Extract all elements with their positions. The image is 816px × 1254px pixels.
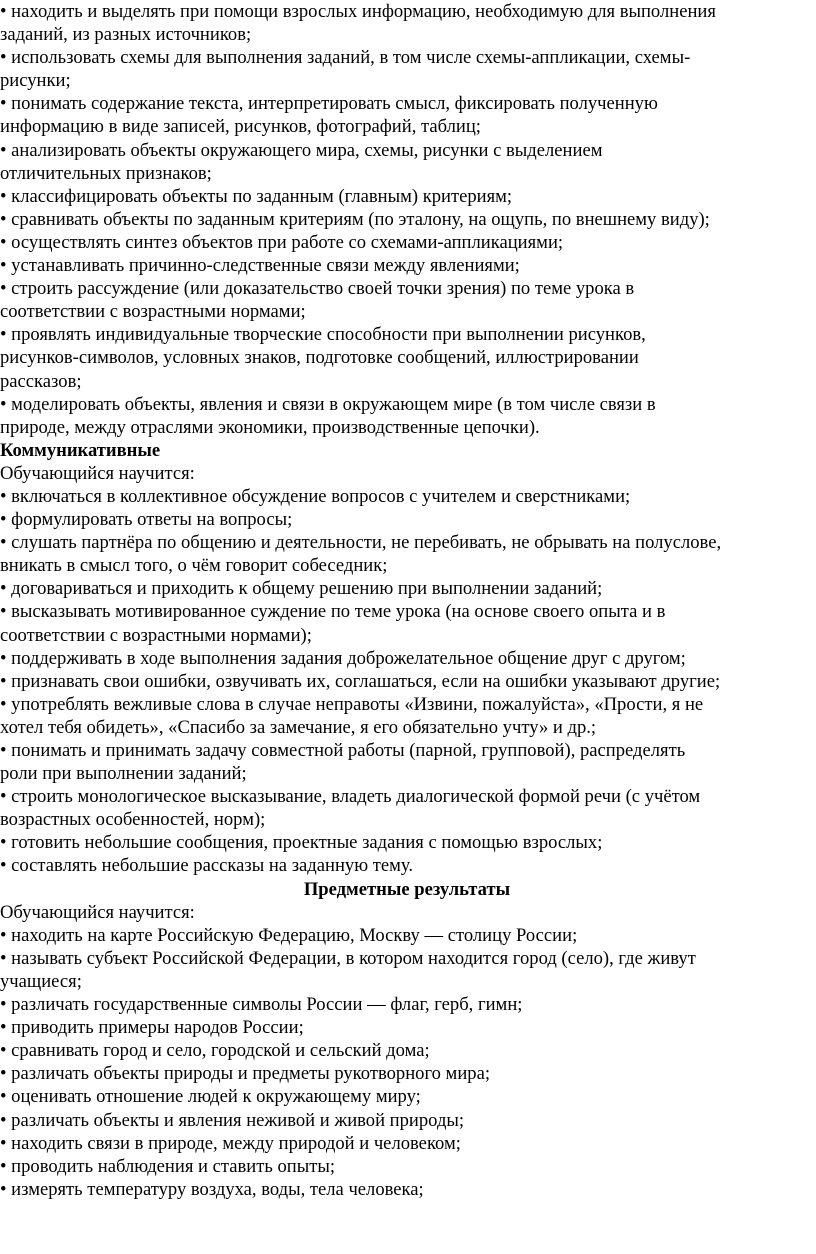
list-item bbox=[0, 924, 814, 947]
subject-results-list bbox=[0, 924, 814, 1201]
list-item bbox=[0, 208, 814, 231]
list-item bbox=[0, 577, 814, 600]
list-item-line: • формулировать ответы на вопросы; bbox=[0, 509, 293, 531]
list-item-line: • оценивать отношение людей к окружающему миру; bbox=[0, 1086, 421, 1108]
list-item bbox=[0, 1132, 814, 1155]
list-item bbox=[0, 1155, 814, 1178]
list-item-line: • готовить небольшие сообщения, проектные задания с помощью взрослых; bbox=[0, 832, 603, 854]
list-item-line: соответствии с возрастными нормами); bbox=[0, 624, 312, 646]
list-item-line: • находить связи в природе, между природой и человеком; bbox=[0, 1132, 461, 1154]
list-item bbox=[0, 1062, 814, 1085]
subject-results-heading: Предметные результаты bbox=[303, 878, 511, 900]
list-item-line: • использовать схемы для выполнения заданий, в том числе схемы-аппликации, схемы- bbox=[0, 47, 691, 69]
list-item-line: • различать объекты природы и предметы рукотворного мира; bbox=[0, 1063, 490, 1085]
list-item-line: • анализировать объекты окружающего мира, схемы, рисунки с выделением bbox=[0, 139, 603, 161]
cognitive-skills-list bbox=[0, 0, 814, 439]
communicative-skills-list bbox=[0, 485, 814, 878]
list-item bbox=[0, 1039, 814, 1062]
list-item-line: рисунков-символов, условных знаков, подготовке сообщений, иллюстрировании bbox=[0, 347, 639, 369]
list-item-line: • употреблять вежливые слова в случае неправоты «Извини, пожалуйста», «Прости, я не bbox=[0, 693, 704, 715]
list-item-line: природе, между отраслями экономики, производственные цепочки). bbox=[0, 416, 540, 438]
list-item-line: • проводить наблюдения и ставить опыты; bbox=[0, 1155, 335, 1177]
list-item-line: • понимать и принимать задачу совместной работы (парной, групповой), распределять bbox=[0, 740, 686, 761]
list-item-line: отличительных признаков; bbox=[0, 162, 212, 184]
list-item-line: рисунки; bbox=[0, 70, 71, 92]
list-item bbox=[0, 693, 814, 739]
list-item bbox=[0, 92, 814, 138]
list-item bbox=[0, 185, 814, 208]
list-item bbox=[0, 947, 814, 993]
list-item-line: • сравнивать город и село, городской и сельский дома; bbox=[0, 1040, 430, 1062]
list-item-line: роли при выполнении заданий; bbox=[0, 763, 247, 785]
list-item bbox=[0, 647, 814, 670]
list-item-line: информацию в виде записей, рисунков, фотографий, таблиц; bbox=[0, 116, 481, 138]
list-item-line: • признавать свои ошибки, озвучивать их, соглашаться, если на ошибки указывают другие; bbox=[0, 670, 721, 692]
list-item-line: • проявлять индивидуальные творческие способности при выполнении рисунков, bbox=[0, 324, 646, 346]
list-item-line: • приводить примеры народов России; bbox=[0, 1017, 304, 1039]
list-item bbox=[0, 531, 814, 577]
list-item-line: • называть субъект Российской Федерации, в котором находится город (село), где живут bbox=[0, 947, 696, 969]
list-item bbox=[0, 508, 814, 531]
list-item-line: соответствии с возрастными нормами; bbox=[0, 301, 306, 323]
list-item-line: • договариваться и приходить к общему решению при выполнении заданий; bbox=[0, 578, 603, 600]
list-item-line: • находить и выделять при помощи взрослых информацию, необходимую для выполнения bbox=[0, 1, 716, 22]
list-item bbox=[0, 393, 814, 439]
list-item-line: • включаться в коллективное обсуждение вопросов с учителем и сверстниками; bbox=[0, 485, 631, 507]
list-item-line: вникать в смысл того, о чём говорит собеседник; bbox=[0, 555, 388, 577]
list-item-line: • находить на карте Российскую Федерацию, Москву — столицу России; bbox=[0, 924, 578, 946]
list-item-line: заданий, из разных источников; bbox=[0, 24, 252, 46]
list-item-line: • слушать партнёра по общению и деятельности, не перебивать, не обрывать на полуслове, bbox=[0, 532, 722, 554]
list-item-line: возрастных особенностей, норм); bbox=[0, 809, 266, 831]
list-item-line: • понимать содержание текста, интерпретировать смысл, фиксировать полученную bbox=[0, 93, 658, 115]
list-item-line: • сравнивать объекты по заданным критериям (по эталону, на ощупь, по внешнему виду); bbox=[0, 208, 710, 230]
list-item bbox=[0, 1085, 814, 1108]
list-item bbox=[0, 46, 814, 92]
list-item bbox=[0, 1178, 814, 1201]
list-item-line: • строить рассуждение (или доказательство своей точки зрения) по теме урока в bbox=[0, 278, 635, 300]
communicative-heading: Коммуникативные bbox=[0, 439, 161, 461]
list-item-line: • измерять температуру воздуха, воды, тела человека; bbox=[0, 1178, 424, 1200]
list-item bbox=[0, 670, 814, 693]
list-item bbox=[0, 485, 814, 508]
list-item-line: • устанавливать причинно-следственные связи между явлениями; bbox=[0, 255, 520, 277]
list-item-line: рассказов; bbox=[0, 370, 82, 392]
list-item bbox=[0, 831, 814, 854]
list-item-line: • различать государственные символы России — флаг, герб, гимн; bbox=[0, 994, 523, 1016]
list-item bbox=[0, 1016, 814, 1039]
list-item-line: • поддерживать в ходе выполнения задания доброжелательное общение друг с другом; bbox=[0, 647, 686, 669]
list-item bbox=[0, 139, 814, 185]
list-item-line: • моделировать объекты, явления и связи в окружающем мире (в том числе связи в bbox=[0, 393, 656, 415]
list-item-line: хотел тебя обидеть», «Спасибо за замечание, я его обязательно учту» и др.; bbox=[0, 716, 597, 738]
list-item-line: • осуществлять синтез объектов при работе со схемами-аппликациями; bbox=[0, 231, 564, 253]
list-item bbox=[0, 739, 814, 785]
list-item-line: • классифицировать объекты по заданным (главным) критериям; bbox=[0, 185, 513, 207]
list-item bbox=[0, 854, 814, 877]
list-item bbox=[0, 0, 814, 46]
list-item-line: • различать объекты и явления неживой и живой природы; bbox=[0, 1109, 465, 1131]
list-item bbox=[0, 277, 814, 323]
list-item-line: • строить монологическое высказывание, владеть диалогической формой речи (с учётом bbox=[0, 786, 701, 808]
subject-intro: Обучающийся научится: bbox=[0, 901, 195, 923]
list-item bbox=[0, 785, 814, 831]
list-item bbox=[0, 1109, 814, 1132]
list-item bbox=[0, 600, 814, 646]
communicative-intro: Обучающийся научится: bbox=[0, 462, 195, 484]
list-item bbox=[0, 254, 814, 277]
list-item-line: • составлять небольшие рассказы на заданную тему. bbox=[0, 855, 413, 877]
list-item bbox=[0, 231, 814, 254]
list-item-line: учащиеся; bbox=[0, 970, 82, 992]
list-item bbox=[0, 993, 814, 1016]
list-item-line: • высказывать мотивированное суждение по теме урока (на основе своего опыта и в bbox=[0, 601, 666, 623]
list-item bbox=[0, 323, 814, 392]
